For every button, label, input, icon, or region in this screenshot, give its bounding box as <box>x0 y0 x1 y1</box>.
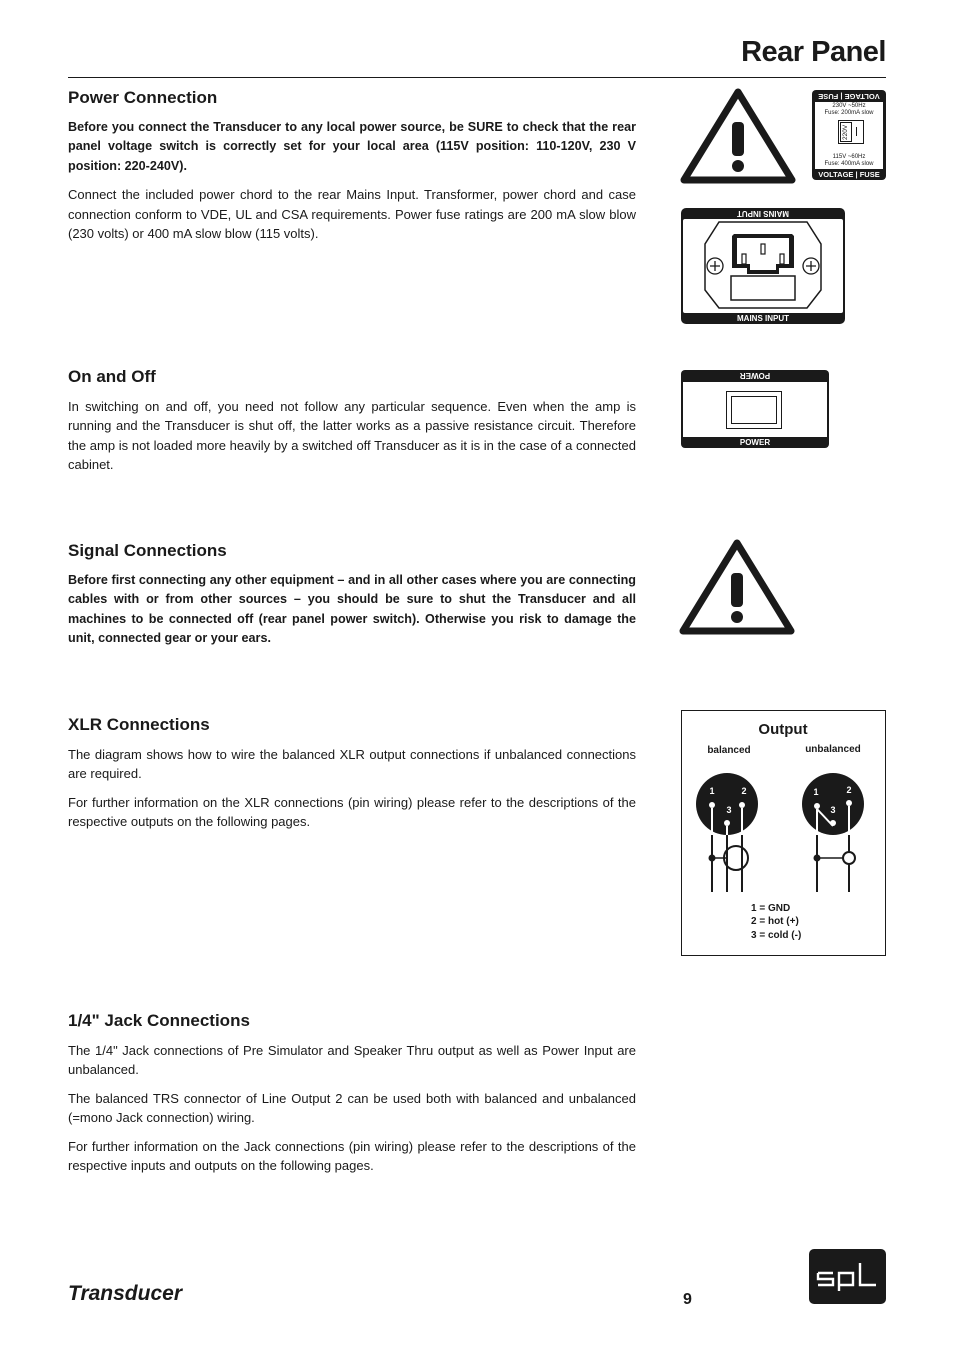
voltage-fuse-panel <box>812 90 886 180</box>
xlr-output-diagram <box>681 710 886 956</box>
xlr-unbal-pin2-label: 2 <box>846 785 852 795</box>
jack-body-text-1: The 1/4" Jack connections of Pre Simulator and Speaker Thru output as well as Power Input are unbalanced. <box>68 1043 636 1078</box>
power-warning-text: Before you connect the Transducer to any local power source, be SURE to check that the rear panel voltage switch is correctly set for your local area (115V position: 110-120V, 230 V position: 220-240V). <box>68 120 636 173</box>
xlr-pin2-label: 2 <box>741 786 747 796</box>
xlr-balanced-label: balanced <box>707 745 751 756</box>
xlr-unbal-pin3-label: 3 <box>830 805 836 815</box>
xlr-body-text-2: For further information on the XLR connections (pin wiring) please refer to the descriptions of the respective outputs on the following pages. <box>68 794 636 830</box>
mains-label-top: MAINS INPUT <box>737 209 789 218</box>
mains-socket-icon[interactable] <box>681 208 845 324</box>
section-heading: 1/4" Jack Connections <box>68 1011 250 1030</box>
xlr-unbal-pin1-label: 1 <box>813 787 819 797</box>
jack-body-text-3: For further information on the Jack connections (pin wiring) please refer to the descriptions of the respective inputs and outputs on the following pages. <box>68 1138 636 1174</box>
xlr-pin1-label: 1 <box>709 786 715 796</box>
xlr-diagram-title: Output <box>758 721 808 738</box>
section-signal-connections <box>68 541 636 658</box>
fuse-200-text: Fuse: 200mA slow <box>824 110 874 116</box>
voltage-fuse-label-top: VOLTAGE | FUSE <box>818 92 880 101</box>
mains-label-bottom: MAINS INPUT <box>737 314 789 323</box>
section-power-connection <box>68 88 636 252</box>
voltage-fuse-face <box>815 102 883 169</box>
power-rocker[interactable] <box>731 396 777 424</box>
page-title: Rear Panel <box>741 36 886 68</box>
xlr-legend-hot: 2 = hot (+) <box>751 916 799 927</box>
section-on-and-off <box>68 367 636 484</box>
power-label-top: POWER <box>739 371 771 380</box>
spl-logo <box>809 1249 886 1304</box>
mains-input-panel <box>681 208 845 324</box>
xlr-legend-cold: 3 = cold (-) <box>751 930 802 941</box>
power-body-text: Connect the included power chord to the rear Mains Input. Transformer, power chord and case connection conform to VDE, UL and CSA requirements. Power fuse ratings are 200 mA slow blow (230 volts) or 400 mA slow blow (115 volts). <box>68 187 636 242</box>
power-switch-panel <box>681 370 829 448</box>
section-xlr-connections <box>68 715 636 841</box>
section-heading: XLR Connections <box>68 715 210 734</box>
voltage-230-text: 230V ~50Hz <box>832 103 866 109</box>
xlr-body-text-1: The diagram shows how to wire the balanced XLR output connections if unbalanced connections are required. <box>68 747 636 782</box>
switch-indicator <box>856 127 857 136</box>
xlr-pin3-label: 3 <box>726 805 732 815</box>
section-heading: Power Connection <box>68 88 218 107</box>
section-jack-connections <box>68 1011 636 1184</box>
onoff-body-text: In switching on and off, you need not follow any particular sequence. Even when the amp is running and the Transducer is shut off, the latter works as a passive resistance circuit. Therefore the amp is not loaded more heavily by a switched off Transducer as it is in the case of a connected cabinet. <box>68 399 636 473</box>
power-switch[interactable] <box>726 391 782 429</box>
header-rule <box>68 77 886 78</box>
voltage-switch-label: 220V <box>840 122 852 142</box>
page-number: 9 <box>683 1291 692 1308</box>
footer-product-name: Transducer <box>68 1282 182 1305</box>
xlr-legend-gnd: 1 = GND <box>751 903 791 914</box>
voltage-fuse-label-bottom: VOLTAGE | FUSE <box>818 170 880 179</box>
warning-triangle-icon <box>679 539 795 635</box>
spl-logo-icon <box>809 1249 886 1304</box>
voltage-115-text: 115V ~60Hz <box>832 154 866 160</box>
warning-triangle-icon <box>680 88 796 184</box>
jack-body-text-2: The balanced TRS connector of Line Output 2 can be used both with balanced and unbalanced (=mono Jack connection) wiring. <box>68 1090 636 1126</box>
fuse-400-text: Fuse: 400mA slow <box>824 161 874 167</box>
power-label-bottom: POWER <box>739 438 771 447</box>
section-heading: On and Off <box>68 367 156 386</box>
signal-warning-text: Before first connecting any other equipment – and in all other cases where you are connecting cables with or from other sources – you should be sure to shut the Transducer and all machines to be connected off (rear panel power switch). Otherwise you risk to damage the unit, connected gear or your ears. <box>68 573 636 646</box>
xlr-unbalanced-label: unbalanced <box>805 744 861 755</box>
voltage-switch[interactable] <box>838 120 864 144</box>
section-heading: Signal Connections <box>68 541 227 560</box>
